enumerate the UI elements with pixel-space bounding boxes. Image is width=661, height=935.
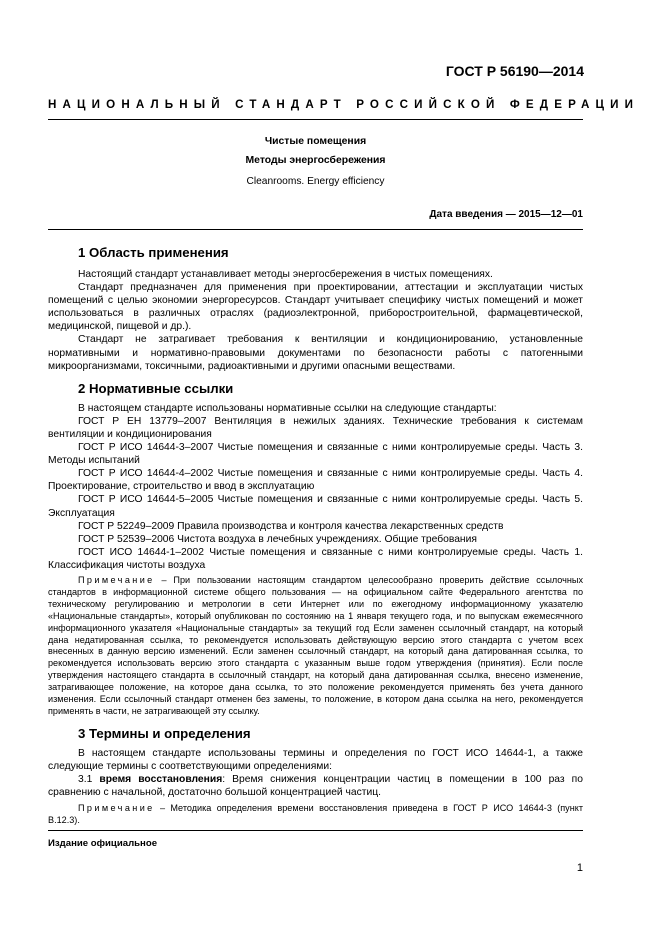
note-label: Примечание [78,803,155,814]
note-label: Примечание [78,574,155,585]
intro-date: Дата введения — 2015—12—01 [429,209,583,220]
term-name: время восстановления [99,774,223,786]
document-body [48,244,583,827]
normative-reference: ГОСТ Р ЕН 13779–2007 Вентиляция в нежилых зданиях. Технические требования к системам вентиляции и кондиционирования [48,415,583,440]
page-number: 1 [576,862,583,874]
title-en: Cleanrooms. Energy efficiency [246,176,385,187]
note-text: – При пользовании настоящим стандартом целесообразно проверить действие ссылочных стандартов в информационной системе общего пользования — на официальном сайте Федерального агентства по техническому регулированию и метрологии в сети Интернет или по ежегодному информационному указателю «Национальные стандарты», который опубликован по состоянию на 1 января текущего года, и по выпускам ежемесячного информационного указателя «Национальные стандарты» за текущий год Если заменен ссылочный стандарт, на который дана недатированная ссылка, то рекомендуется использовать действующую версию этого стандарта с учетом всех внесенных в данную версию изменений. Если заменен ссылочный стандарт, на который дана датированная ссылка, то рекомендуется использовать версию этого стандарта с указанным выше годом утверждения (принятия). Если после утверждения настоящего стандарта в ссылочный стандарт, на который дана датированная ссылка, внесено изменение, затрагивающее положение, на которое дана ссылка, то это положение рекомендуется применять без учета данного изменения. Если ссылочный стандарт отменен без замены, то положение, в котором дана ссылка на него, рекомендуется применять в части, не затрагивающей эту ссылку. [48,574,583,716]
section-1-paragraph-2: Стандарт предназначен для применения при проектировании, аттестации и эксплуатации чистых помещений с целью экономии энергоресурсов. Стандарт учитывает специфику чистых помещений и может использоваться в различных отраслях (радиоэлектронной, приборостроительной, фармацевтической, медицинской, пищевой и др.). [48,282,583,333]
section-2-intro: В настоящем стандарте использованы нормативные ссылки на следующие стандарты: [78,402,497,414]
normative-reference: ГОСТ Р 52539–2006 Чистота воздуха в лечебных учреждениях. Общие требования [78,533,477,545]
section-2-heading: 2 Нормативные ссылки [78,380,234,396]
normative-reference: ГОСТ ИСО 14644-1–2002 Чистые помещения и связанные с ними контролируемые среды. Часть 1. Классификация чистоты воздуха [48,546,583,571]
section-3-intro: В настоящем стандарте использованы термины и определения по ГОСТ ИСО 14644-1, а также следующие термины с соответствующими определениями: [48,747,583,772]
title-ru-line2: Методы энергосбережения [245,155,386,166]
normative-reference: ГОСТ Р ИСО 14644-5–2005 Чистые помещения и связанные с ними контролируемые среды. Часть 5. Эксплуатация [48,494,583,519]
normative-reference: ГОСТ Р 52249–2009 Правила производства и контроля качества лекарственных средств [78,520,504,532]
term-number: 3.1 [78,774,100,786]
note-text: – Методика определения времени восстановления приведена в ГОСТ Р ИСО 14644-3 (пункт В.12.3). [48,803,583,826]
divider-middle [48,229,583,230]
term-definition [48,773,583,799]
normative-reference: ГОСТ Р ИСО 14644-3–2007 Чистые помещения и связанные с ними контролируемые среды. Часть 3. Методы испытаний [48,442,583,467]
section-1-heading: 1 Область применения [78,245,229,260]
term-text: : Время снижения концентрации частиц в помещении в 100 раз по сравнению с начальной, достаточно большой концентрацией частиц. [48,774,583,799]
national-standard-banner: НАЦИОНАЛЬНЫЙ СТАНДАРТ РОССИЙСКОЙ ФЕДЕРАЦИИ [48,98,640,111]
title-ru-line1: Чистые помещения [264,136,367,147]
divider-bottom [48,830,583,831]
section-3-heading: 3 Термины и определения [78,725,251,741]
section-1-paragraph-1: Настоящий стандарт устанавливает методы энергосбережения в чистых помещениях. [78,269,493,280]
section-2-note [48,575,583,718]
divider-top [48,119,583,120]
standard-code: ГОСТ Р 56190—2014 [445,63,584,79]
section-3-note [48,803,583,827]
section-1-paragraph-3: Стандарт не затрагивает требования к вентиляции и кондиционированию, установленные нормативными и нормативно-правовыми документами по безопасности работы с патогенными микроорганизмами, токсичными, радиоактивными и другими опасными веществами. [48,334,583,372]
official-edition-label: Издание официальное [48,838,158,849]
normative-reference: ГОСТ Р ИСО 14644-4–2002 Чистые помещения и связанные с ними контролируемые среды. Часть 4. Проектирование, строительство и ввод в эксплуатацию [48,468,583,493]
